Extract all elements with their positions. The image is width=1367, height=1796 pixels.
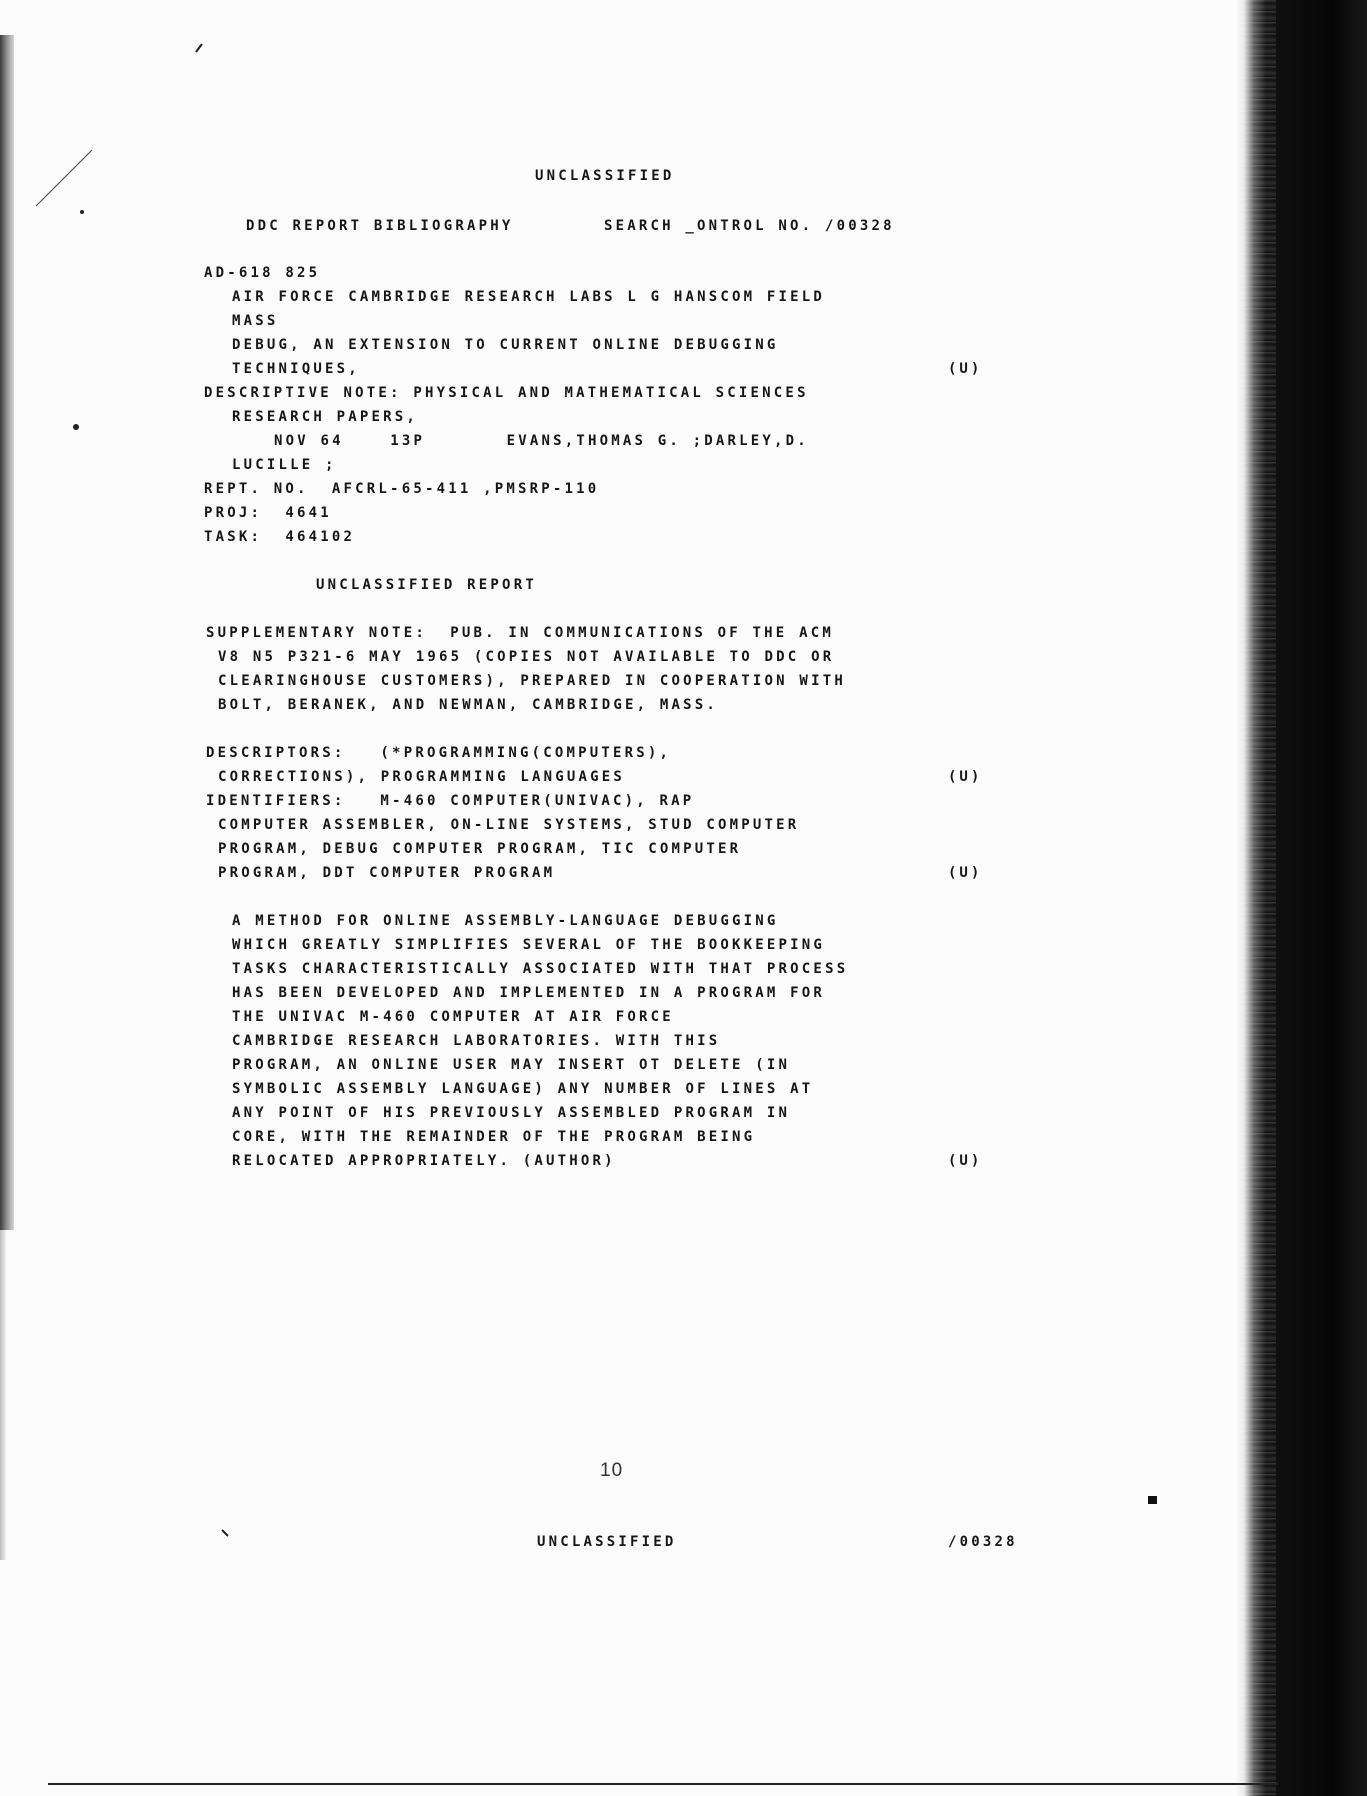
source-line: AIR FORCE CAMBRIDGE RESEARCH LABS L G HANSCOM FIELD xyxy=(232,289,826,305)
identifiers-marking: (U) xyxy=(948,865,983,881)
title-line: DEBUG, AN EXTENSION TO CURRENT ONLINE DEBUGGING xyxy=(232,337,779,353)
header-classification: UNCLASSIFIED xyxy=(535,168,675,184)
footer-control-number: /00328 xyxy=(948,1534,1018,1550)
abstract-line: CAMBRIDGE RESEARCH LABORATORIES. WITH THIS xyxy=(232,1033,721,1049)
project-number: PROJ: 4641 xyxy=(204,505,332,521)
date-pages-authors: NOV 64 13P EVANS,THOMAS G. ;DARLEY,D. xyxy=(274,433,809,449)
abstract-line: THE UNIVAC M-460 COMPUTER AT AIR FORCE xyxy=(232,1009,674,1025)
descriptors-line: CORRECTIONS), PROGRAMMING LANGUAGES xyxy=(218,769,626,785)
identifiers-line: PROGRAM, DDT COMPUTER PROGRAM xyxy=(218,865,556,881)
abstract-line: SYMBOLIC ASSEMBLY LANGUAGE) ANY NUMBER OF LINES AT xyxy=(232,1081,814,1097)
supplementary-note-line: CLEARINGHOUSE CUSTOMERS), PREPARED IN COOPERATION WITH xyxy=(218,673,846,689)
supplementary-note-line: SUPPLEMENTARY NOTE: PUB. IN COMMUNICATIONS OF THE ACM xyxy=(206,625,834,641)
ad-number: AD-618 825 xyxy=(204,265,321,281)
abstract-line: ANY POINT OF HIS PREVIOUSLY ASSEMBLED PROGRAM IN xyxy=(232,1105,791,1121)
supplementary-note-line: BOLT, BERANEK, AND NEWMAN, CAMBRIDGE, MASS. xyxy=(218,697,719,713)
page-number: 10 xyxy=(600,1460,624,1481)
abstract-line: RELOCATED APPROPRIATELY. (AUTHOR) xyxy=(232,1153,616,1169)
report-number: REPT. NO. AFCRL-65-411 ,PMSRP-110 xyxy=(204,481,600,497)
title-marking: (U) xyxy=(948,361,983,377)
footer-classification: UNCLASSIFIED xyxy=(537,1534,677,1550)
search-control-number: SEARCH _ONTROL NO. /00328 xyxy=(604,218,895,234)
abstract-line: TASKS CHARACTERISTICALLY ASSOCIATED WITH THAT PROCESS xyxy=(232,961,849,977)
descriptive-note-line: RESEARCH PAPERS, xyxy=(232,409,419,425)
identifiers-line: IDENTIFIERS: M-460 COMPUTER(UNIVAC), RAP xyxy=(206,793,695,809)
abstract-line: A METHOD FOR ONLINE ASSEMBLY-LANGUAGE DEBUGGING xyxy=(232,913,779,929)
descriptors-line: DESCRIPTORS: (*PROGRAMMING(COMPUTERS), xyxy=(206,745,672,761)
title-line: TECHNIQUES, xyxy=(232,361,360,377)
descriptive-note-line: DESCRIPTIVE NOTE: PHYSICAL AND MATHEMATICAL SCIENCES xyxy=(204,385,809,401)
task-number: TASK: 464102 xyxy=(204,529,356,545)
author-continuation: LUCILLE ; xyxy=(232,457,337,473)
report-classification: UNCLASSIFIED REPORT xyxy=(316,577,537,593)
supplementary-note-line: V8 N5 P321-6 MAY 1965 (COPIES NOT AVAILABLE TO DDC OR xyxy=(218,649,835,665)
abstract-line: PROGRAM, AN ONLINE USER MAY INSERT OT DELETE (IN xyxy=(232,1057,791,1073)
identifiers-line: PROGRAM, DEBUG COMPUTER PROGRAM, TIC COMPUTER xyxy=(218,841,742,857)
identifiers-line: COMPUTER ASSEMBLER, ON-LINE SYSTEMS, STUD COMPUTER xyxy=(218,817,800,833)
abstract-line: WHICH GREATLY SIMPLIFIES SEVERAL OF THE BOOKKEEPING xyxy=(232,937,826,953)
descriptors-marking: (U) xyxy=(948,769,983,785)
abstract-line: HAS BEEN DEVELOPED AND IMPLEMENTED IN A PROGRAM FOR xyxy=(232,985,826,1001)
abstract-marking: (U) xyxy=(948,1153,983,1169)
bibliography-title: DDC REPORT BIBLIOGRAPHY xyxy=(246,218,514,234)
source-line: MASS xyxy=(232,313,279,329)
abstract-line: CORE, WITH THE REMAINDER OF THE PROGRAM BEING xyxy=(232,1129,756,1145)
